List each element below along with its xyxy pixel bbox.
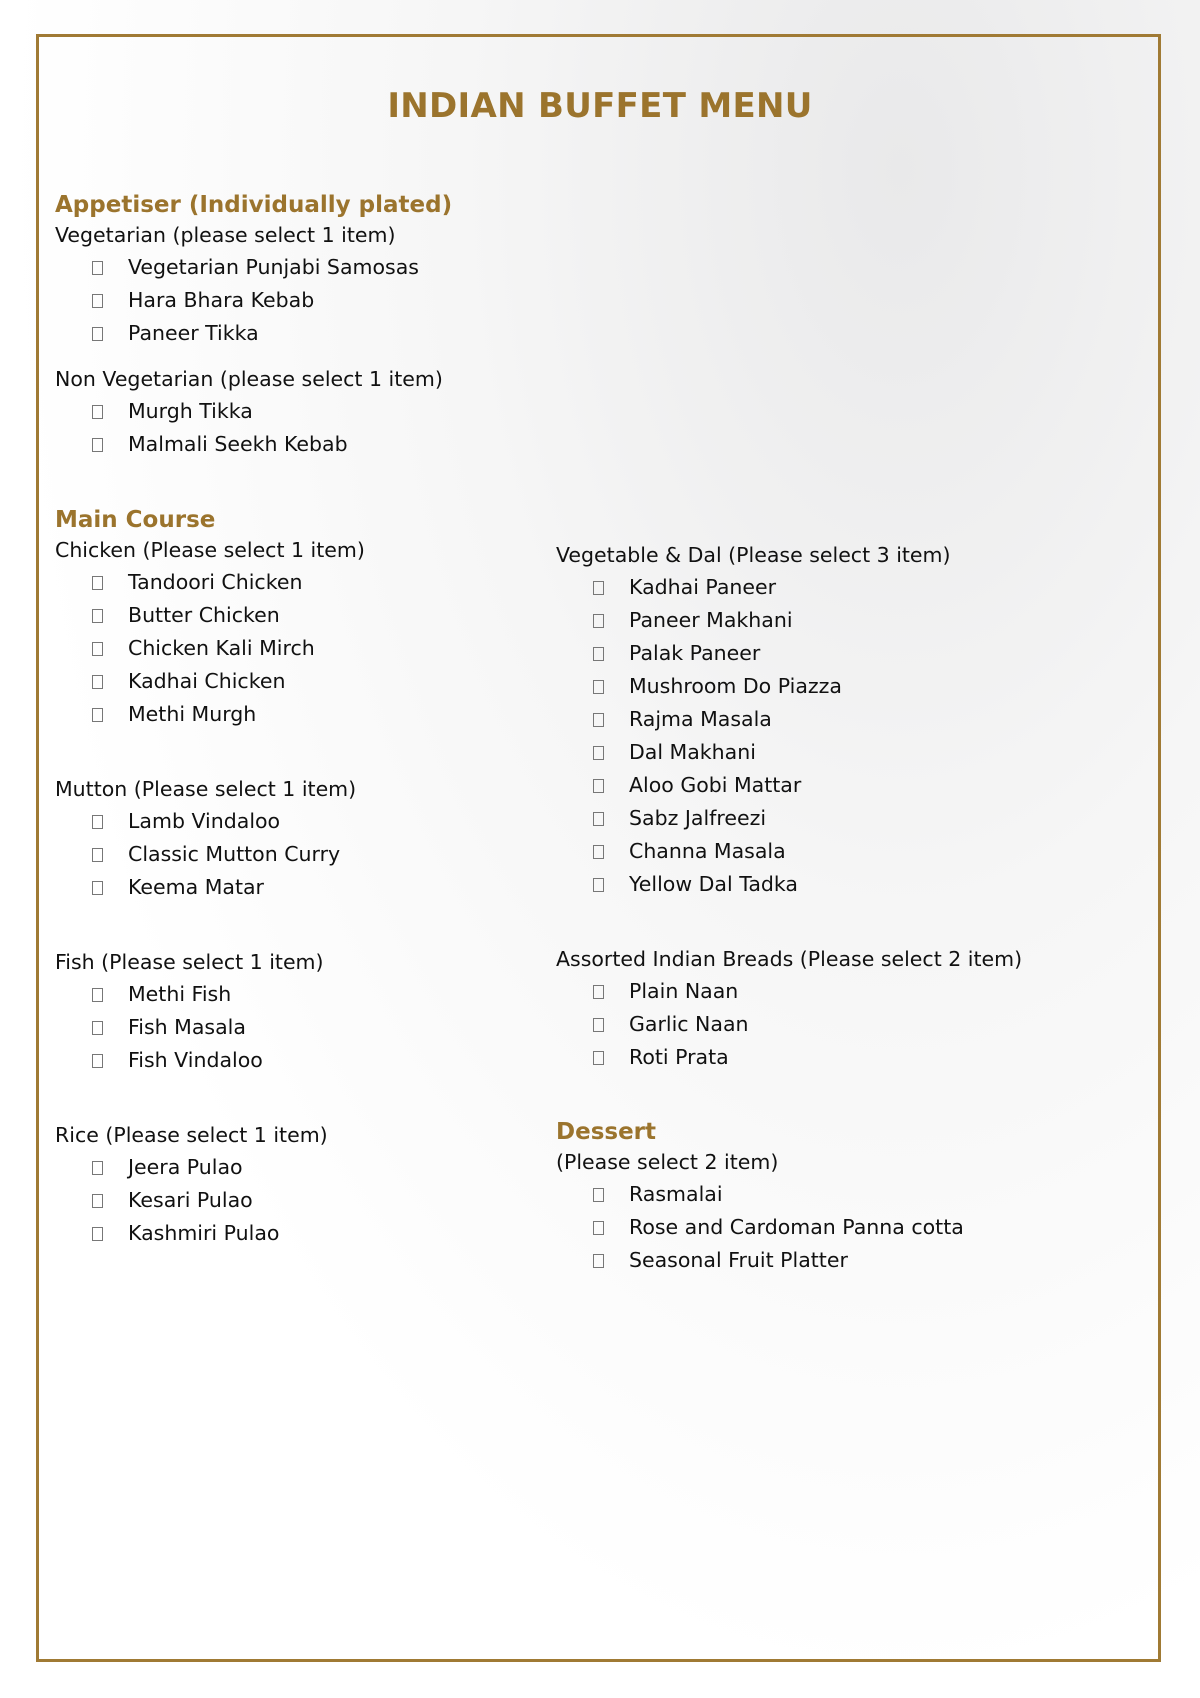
menu-item-label: Kesari Pulao	[128, 1188, 253, 1212]
checkbox-icon[interactable]	[593, 845, 604, 859]
left-column	[55, 190, 535, 1250]
menu-item	[55, 1151, 535, 1184]
menu-item	[55, 395, 535, 428]
menu-item-label: Garlic Naan	[629, 1012, 749, 1036]
checkbox-icon[interactable]	[593, 713, 604, 727]
dessert-heading: Dessert	[556, 1119, 657, 1145]
checkbox-icon[interactable]	[593, 1018, 604, 1032]
checkbox-icon[interactable]	[92, 609, 103, 623]
dessert-group	[556, 1147, 1116, 1277]
menu-item	[55, 251, 535, 284]
menu-item	[55, 632, 535, 665]
menu-item	[55, 284, 535, 317]
appetiser-heading: Appetiser (Individually plated)	[55, 192, 453, 218]
menu-item-label: Classic Mutton Curry	[128, 842, 341, 866]
menu-item-label: Kadhai Paneer	[629, 575, 777, 599]
checkbox-icon[interactable]	[92, 327, 103, 341]
menu-item-label: Butter Chicken	[128, 603, 280, 627]
rice-group	[55, 1120, 535, 1250]
checkbox-icon[interactable]	[92, 576, 103, 590]
vegetarian-group	[55, 220, 535, 350]
menu-item-label: Yellow Dal Tadka	[629, 872, 798, 896]
menu-item-label: Hara Bhara Kebab	[128, 288, 315, 312]
menu-item	[556, 571, 1116, 604]
breads-title: Assorted Indian Breads (Please select 2 item)	[556, 947, 1023, 971]
vegetable-dal-items	[556, 571, 1116, 901]
menu-item-label: Malmali Seekh Kebab	[128, 432, 348, 456]
fish-group	[55, 947, 535, 1077]
dessert-items	[556, 1178, 1116, 1277]
menu-item-label: Murgh Tikka	[128, 399, 253, 423]
non-vegetarian-items	[55, 395, 535, 461]
menu-item-label: Fish Masala	[128, 1015, 246, 1039]
menu-item	[55, 698, 535, 731]
menu-item	[556, 1178, 1116, 1211]
rice-items	[55, 1151, 535, 1250]
menu-item	[55, 665, 535, 698]
checkbox-icon[interactable]	[593, 812, 604, 826]
checkbox-icon[interactable]	[593, 1051, 604, 1065]
checkbox-icon[interactable]	[92, 1054, 103, 1068]
checkbox-icon[interactable]	[92, 405, 103, 419]
checkbox-icon[interactable]	[593, 680, 604, 694]
right-column	[556, 540, 1116, 1277]
checkbox-icon[interactable]	[92, 848, 103, 862]
menu-item-label: Aloo Gobi Mattar	[629, 773, 802, 797]
menu-item-label: Rose and Cardoman Panna cotta	[629, 1215, 964, 1239]
breads-items	[556, 975, 1116, 1074]
non-vegetarian-group	[55, 364, 535, 461]
rice-title: Rice (Please select 1 item)	[55, 1123, 328, 1147]
non-vegetarian-title: Non Vegetarian (please select 1 item)	[55, 367, 443, 391]
menu-item-label: Lamb Vindaloo	[128, 809, 281, 833]
menu-item-label: Rajma Masala	[629, 707, 772, 731]
menu-item	[55, 871, 535, 904]
checkbox-icon[interactable]	[92, 815, 103, 829]
vegetarian-items	[55, 251, 535, 350]
menu-item	[55, 838, 535, 871]
menu-item-label: Kadhai Chicken	[128, 669, 286, 693]
menu-item	[556, 637, 1116, 670]
checkbox-icon[interactable]	[92, 1161, 103, 1175]
menu-item	[55, 317, 535, 350]
menu-item-label: Paneer Tikka	[128, 321, 259, 345]
menu-item	[556, 802, 1116, 835]
menu-item	[556, 736, 1116, 769]
checkbox-icon[interactable]	[593, 581, 604, 595]
checkbox-icon[interactable]	[593, 1221, 604, 1235]
menu-item-label: Rasmalai	[629, 1182, 723, 1206]
menu-item	[55, 1184, 535, 1217]
mutton-group	[55, 774, 535, 904]
menu-item	[55, 566, 535, 599]
menu-item	[55, 805, 535, 838]
menu-item-label: Paneer Makhani	[629, 608, 793, 632]
menu-item-label: Vegetarian Punjabi Samosas	[128, 255, 419, 279]
menu-item-label: Seasonal Fruit Platter	[629, 1248, 848, 1272]
menu-item-label: Mushroom Do Piazza	[629, 674, 842, 698]
menu-item	[556, 769, 1116, 802]
menu-item	[556, 670, 1116, 703]
checkbox-icon[interactable]	[92, 294, 103, 308]
menu-item-label: Chicken Kali Mirch	[128, 636, 315, 660]
fish-items	[55, 978, 535, 1077]
menu-item-label: Methi Murgh	[128, 702, 257, 726]
menu-item	[556, 975, 1116, 1008]
menu-item	[556, 703, 1116, 736]
checkbox-icon[interactable]	[92, 1194, 103, 1208]
chicken-group	[55, 535, 535, 731]
checkbox-icon[interactable]	[593, 1188, 604, 1202]
menu-item	[556, 1244, 1116, 1277]
menu-item	[55, 1011, 535, 1044]
vegetarian-title: Vegetarian (please select 1 item)	[55, 223, 396, 247]
checkbox-icon[interactable]	[593, 647, 604, 661]
dessert-title: (Please select 2 item)	[556, 1150, 779, 1174]
checkbox-icon[interactable]	[92, 1021, 103, 1035]
menu-item	[556, 1008, 1116, 1041]
fish-title: Fish (Please select 1 item)	[55, 950, 324, 974]
menu-item-label: Dal Makhani	[629, 740, 756, 764]
mutton-title: Mutton (Please select 1 item)	[55, 777, 357, 801]
mutton-items	[55, 805, 535, 904]
menu-item	[556, 835, 1116, 868]
menu-item-label: Plain Naan	[629, 979, 739, 1003]
breads-group	[556, 944, 1116, 1074]
menu-item	[556, 1211, 1116, 1244]
checkbox-icon[interactable]	[92, 1227, 103, 1241]
checkbox-icon[interactable]	[593, 878, 604, 892]
menu-item	[556, 604, 1116, 637]
menu-item	[556, 1041, 1116, 1074]
checkbox-icon[interactable]	[593, 746, 604, 760]
menu-item-label: Keema Matar	[128, 875, 264, 899]
checkbox-icon[interactable]	[92, 708, 103, 722]
checkbox-icon[interactable]	[593, 985, 604, 999]
checkbox-icon[interactable]	[92, 261, 103, 275]
menu-item	[55, 978, 535, 1011]
menu-item	[556, 868, 1116, 901]
menu-item	[55, 1044, 535, 1077]
menu-item-label: Palak Paneer	[629, 641, 761, 665]
checkbox-icon[interactable]	[593, 614, 604, 628]
menu-item-label: Jeera Pulao	[128, 1155, 243, 1179]
chicken-title: Chicken (Please select 1 item)	[55, 538, 365, 562]
menu-item-label: Tandoori Chicken	[128, 570, 303, 594]
menu-item-label: Roti Prata	[629, 1045, 729, 1069]
checkbox-icon[interactable]	[92, 881, 103, 895]
menu-item-label: Channa Masala	[629, 839, 786, 863]
checkbox-icon[interactable]	[92, 642, 103, 656]
main-course-heading: Main Course	[55, 507, 216, 533]
menu-item-label: Kashmiri Pulao	[128, 1221, 280, 1245]
checkbox-icon[interactable]	[92, 675, 103, 689]
checkbox-icon[interactable]	[92, 988, 103, 1002]
menu-title: INDIAN BUFFET MENU	[387, 86, 813, 126]
menu-item	[55, 599, 535, 632]
checkbox-icon[interactable]	[92, 438, 103, 452]
menu-item-label: Sabz Jalfreezi	[629, 806, 767, 830]
vegetable-dal-title: Vegetable & Dal (Please select 3 item)	[556, 543, 951, 567]
checkbox-icon[interactable]	[593, 1254, 604, 1268]
vegetable-dal-group	[556, 540, 1116, 901]
menu-item-label: Fish Vindaloo	[128, 1048, 263, 1072]
chicken-items	[55, 566, 535, 731]
menu-item-label: Methi Fish	[128, 982, 232, 1006]
checkbox-icon[interactable]	[593, 779, 604, 793]
menu-item	[55, 428, 535, 461]
menu-item	[55, 1217, 535, 1250]
